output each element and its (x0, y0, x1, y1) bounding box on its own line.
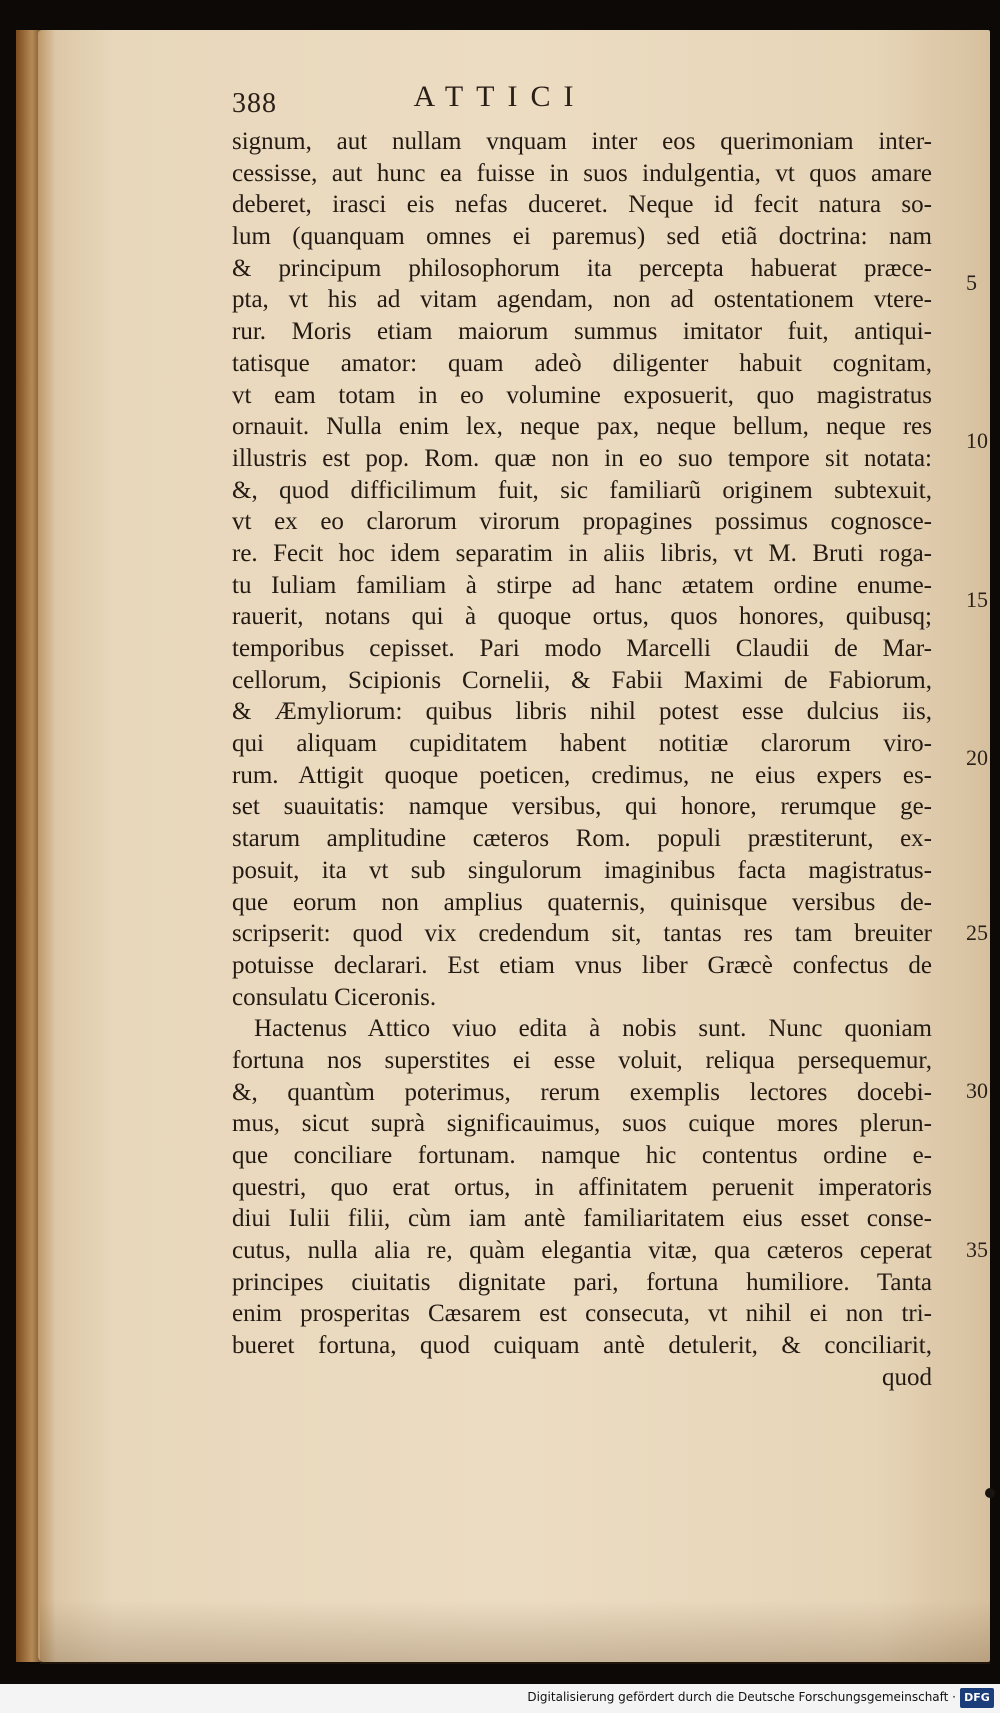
text-line: principes ciuitatis dignitate pari, fortuna humiliore. Tanta (232, 1268, 932, 1296)
margin-line-number: 20 (966, 745, 988, 770)
text-line: re. Fecit hoc idem separatim in aliis libris, vt M. Bruti roga- (232, 539, 932, 567)
text-line: vt ex eo clarorum virorum propagines possimus cognosce- (232, 508, 932, 536)
text-line: scripserit: quod vix credendum sit, tantas res tam breuiter (232, 920, 932, 948)
margin-line-number: 10 (966, 428, 988, 453)
text-line: &, quantùm poterimus, rerum exemplis lectores docebi- (232, 1078, 932, 1106)
text-line: que conciliare fortunam. namque hic contentus ordine e- (232, 1142, 932, 1169)
page-number: 388 (232, 88, 277, 119)
text-line: que eorum non amplius quaternis, quinisque versibus de- (232, 888, 932, 916)
bottom-edge-shadow (40, 1600, 990, 1664)
text-line: tu Iuliam familiam à stirpe ad hanc ætatem ordine enume- (232, 571, 932, 599)
text-line: consulatu Ciceronis. (232, 983, 437, 1011)
text-line: &, quod difficilimum fuit, sic familiarũ originem subtexuit, (232, 476, 932, 504)
text-line: vt eam totam in eo volumine exposuerit, quo magistratus (232, 381, 932, 409)
text-line: illustris est pop. Rom. quæ non in eo suo tempore sit notata: (232, 444, 932, 472)
text-line: tatisque amator: quam adeò diligenter habuit cognitam, (232, 349, 932, 377)
margin-line-number: 5 (966, 270, 977, 295)
text-line: cessisse, aut hunc ea fuisse in suos indulgentia, vt quos amare (232, 159, 932, 187)
text-line: bueret fortuna, quod cuiquam antè detulerit, & conciliarit, (232, 1332, 932, 1360)
digitization-footer (0, 1684, 1000, 1713)
text-line: enim prosperitas Cæsarem est consecuta, vt nihil ei non tri- (232, 1300, 932, 1328)
text-line: deberet, irasci eis nefas duceret. Neque id fecit natura so- (232, 191, 932, 219)
text-line: potuisse declarari. Est etiam vnus liber Græcè confectus de (232, 951, 932, 979)
text-line: posuit, ita vt sub singulorum imaginibus facta magistratus- (232, 856, 932, 884)
margin-line-number: 35 (966, 1237, 988, 1262)
text-line: rur. Moris etiam maiorum summus imitator fuit, antiqui- (232, 318, 932, 346)
text-line: starum amplitudine cæteros Rom. populi præstiterunt, ex- (232, 825, 932, 853)
text-line: mus, sicut suprà significauimus, suos cuique mores plerun- (232, 1110, 932, 1138)
text-line: cellorum, Scipionis Cornelii, & Fabii Maximi de Fabiorum, (232, 666, 932, 694)
text-line: lum (quanquam omnes ei paremus) sed etiã doctrina: nam (232, 223, 932, 251)
margin-line-number: 25 (966, 920, 988, 945)
ink-dot (985, 1488, 995, 1498)
margin-line-number: 15 (966, 587, 988, 612)
text-line: ornauit. Nulla enim lex, neque pax, neque bellum, neque res (232, 413, 932, 441)
text-line: set suauitatis: namque versibus, qui honore, rerumque ge- (232, 793, 932, 821)
text-line: pta, vt his ad vitam agendam, non ad ostentationem vtere- (232, 286, 932, 314)
body-text (232, 126, 932, 1394)
running-head: ATTICI (413, 80, 587, 113)
text-line: quod (882, 1363, 932, 1391)
text-line: cutus, nulla alia re, quàm elegantia vitæ, qua cæteros ceperat (232, 1237, 932, 1265)
footer-credit: Digitalisierung gefördert durch die Deutsche Forschungsgemeinschaft · (527, 1690, 956, 1704)
text-line: rauerit, notans qui à quoque ortus, quos honores, quibusq; (232, 603, 932, 631)
text-line: temporibus cepisset. Pari modo Marcelli Claudii de Mar- (232, 635, 932, 662)
text-line: fortuna nos superstites ei esse voluit, reliqua persequemur, (232, 1046, 932, 1074)
text-line: qui aliquam cupiditatem habent notitiæ clarorum viro- (232, 730, 932, 758)
text-line: Hactenus Attico viuo edita à nobis sunt. Nunc quoniam (254, 1015, 932, 1043)
margin-line-number: 30 (966, 1078, 988, 1103)
text-line: diui Iulii filii, cùm iam antè familiaritatem eius esset conse- (232, 1205, 932, 1233)
text-line: signum, aut nullam vnquam inter eos querimoniam inter- (232, 128, 932, 155)
dfg-logo: DFG (960, 1688, 994, 1708)
text-line: & Æmyliorum: quibus libris nihil potest esse dulcius iis, (232, 698, 932, 726)
gutter-shadow (16, 30, 56, 1662)
text-line: rum. Attigit quoque poeticen, credimus, ne eius expers es- (232, 761, 932, 789)
text-line: questri, quo erat ortus, in affinitatem peruenit imperatoris (232, 1173, 932, 1201)
text-line: & principum philosophorum ita percepta habuerat præce- (232, 254, 932, 282)
